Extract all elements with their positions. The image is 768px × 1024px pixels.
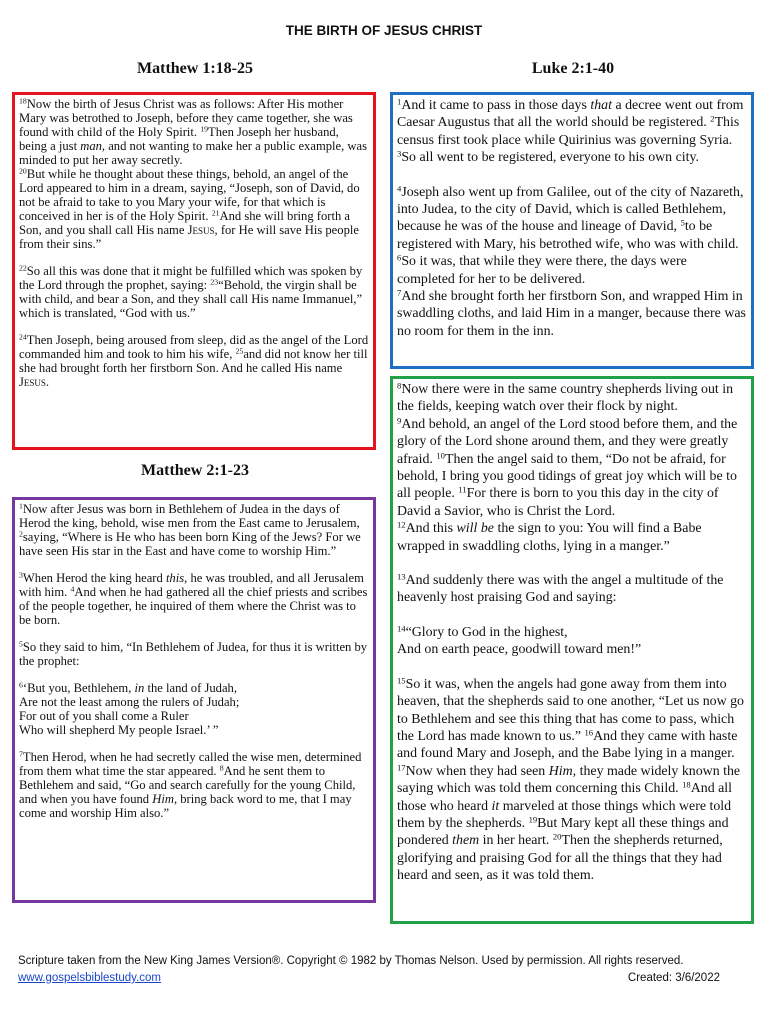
small-caps-name: Jesus bbox=[19, 375, 46, 389]
verse-text: ‘But you, Bethlehem, bbox=[22, 681, 135, 695]
passage-paragraph bbox=[19, 750, 369, 820]
verse-text: in her heart. bbox=[479, 833, 553, 849]
verse-text: And he sent them to Bethlehem and said, “Go and search carefully for the young Child, and when you have found bbox=[19, 764, 356, 806]
verse-text: the sign to you: You will find a Babe wrapped in swaddling cloths, lying in a manger.” bbox=[397, 521, 702, 554]
verse-number: 6 bbox=[19, 680, 23, 690]
verse-text: Now after Jesus was born in Bethlehem of Judea in the days of Herod the king, behold, wise men from the East came to Jerusalem, bbox=[19, 502, 360, 530]
verse-text: And she brought forth her firstborn Son, and wrapped Him in swaddling cloths, and laid Him in a manger, because there was no room for them in the inn. bbox=[397, 289, 746, 339]
passage-paragraph bbox=[397, 97, 747, 167]
verse-number: 20 bbox=[19, 166, 27, 176]
verse-text: And on earth peace, goodwill toward men!” bbox=[397, 642, 642, 658]
footer-line-2 bbox=[18, 972, 750, 984]
verse-text: and did not know her till she had brought forth her firstborn Son. And he called His name bbox=[19, 347, 368, 375]
heading-matthew-1: Matthew 1:18-25 bbox=[137, 60, 253, 77]
verse-number: 18 bbox=[682, 779, 691, 790]
verse-text: Then Herod, when he had secretly called the wise men, determined from them what time the star appeared. bbox=[19, 750, 362, 778]
passage-paragraph bbox=[397, 184, 747, 341]
passage-paragraph bbox=[19, 640, 369, 668]
page-title: THE BIRTH OF JESUS CHRIST bbox=[285, 23, 483, 38]
verse-number: 11 bbox=[458, 484, 467, 495]
passage-paragraph bbox=[19, 97, 369, 251]
verse-text: “Glory to God in the highest, bbox=[405, 624, 568, 640]
verse-number: 8 bbox=[397, 380, 402, 391]
verse-number: 8 bbox=[219, 763, 224, 773]
verse-number: 4 bbox=[397, 182, 402, 193]
website-link[interactable]: www.gospelsbiblestudy.com bbox=[18, 972, 161, 984]
verse-number: 7 bbox=[19, 749, 23, 759]
verse-number: 16 bbox=[584, 727, 594, 738]
verse-text: This census first took place while Quirinius was governing Syria. bbox=[397, 115, 740, 148]
verse-text: Now there were in the same country shepherds living out in the fields, keeping watch over their flock by night. bbox=[397, 382, 734, 415]
italic-word: will be bbox=[456, 521, 494, 537]
heading-luke-2: Luke 2:1-40 bbox=[531, 60, 615, 77]
verse-text: . bbox=[45, 375, 50, 389]
verse-number: 2 bbox=[19, 529, 23, 539]
verse-text: Then the angel said to them, “Do not be afraid, for behold, I bring you good tidings of great joy which will be to all people. bbox=[397, 451, 737, 502]
verse-number: 3 bbox=[397, 148, 402, 159]
verse-text: So all this was done that it might be fulfilled which was spoken by the Lord through the prophet, saying: bbox=[19, 264, 363, 292]
verse-text: And it came to pass in those days bbox=[401, 98, 591, 113]
verse-text: So all went to be registered, everyone to his own city. bbox=[401, 150, 699, 166]
italic-word: Him, bbox=[152, 792, 178, 806]
passage-paragraph bbox=[397, 572, 747, 607]
small-caps-name: Jesus bbox=[187, 223, 215, 237]
verse-text: And all those who heard bbox=[397, 781, 732, 814]
verse-text: For there is born to you this day in the city of David a Savior, who is Christ the Lord. bbox=[397, 486, 719, 519]
matthew-1-passage-box bbox=[12, 92, 376, 450]
verse-number: 5 bbox=[19, 639, 23, 649]
verse-text: saying, “Where is He who has been born King of the Jews? For we have seen His star in the East and have come to worship Him.” bbox=[19, 530, 361, 558]
verse-text: So it was, that while they were there, the days were completed for her to be delivered. bbox=[397, 254, 687, 287]
verse-number: 15 bbox=[397, 674, 406, 685]
italic-word: Him, bbox=[548, 763, 577, 779]
verse-text: Then Joseph, being aroused from sleep, did as the angel of the Lord commanded him and took to him his wife, bbox=[19, 333, 369, 361]
italic-word: that bbox=[590, 98, 612, 113]
verse-text: And they came with haste and found Mary and Joseph, and the Babe lying in a manger. bbox=[397, 728, 738, 762]
verse-text: Then the shepherds returned, glorifying and praising God for all the things that they had heard and seen, as it was told them. bbox=[397, 833, 723, 884]
verse-text: the land of Judah, bbox=[144, 681, 237, 695]
passage-paragraph bbox=[19, 264, 369, 320]
verse-number: 23 bbox=[210, 277, 219, 287]
verse-text: And behold, an angel of the Lord stood before them, and the glory of the Lord shone around them, and they were greatly afraid. bbox=[397, 416, 738, 467]
verse-number: 24 bbox=[19, 332, 27, 342]
verse-text: Then Joseph her husband, being a just bbox=[19, 125, 339, 153]
verse-number: 9 bbox=[397, 415, 402, 426]
passage-paragraph bbox=[397, 381, 747, 555]
verse-text: When Herod the king heard bbox=[22, 571, 166, 585]
verse-text: So they said to him, “In Bethlehem of Judea, for thus it is written by the prophet: bbox=[19, 640, 368, 668]
luke-2-passage-box-part1 bbox=[390, 92, 754, 369]
verse-number: 19 bbox=[200, 124, 208, 134]
verse-text: And suddenly there was with the angel a multitude of the heavenly host praising God and saying: bbox=[397, 573, 724, 606]
verse-text: and not wanting to make her a public example, was minded to put her away secretly. bbox=[19, 139, 368, 167]
verse-number: 18 bbox=[19, 96, 27, 106]
verse-number: 20 bbox=[552, 831, 562, 842]
verse-number: 13 bbox=[397, 571, 406, 582]
verse-number: 2 bbox=[710, 113, 715, 124]
verse-number: 5 bbox=[680, 217, 685, 228]
verse-text: , for He will save His people from their sins.” bbox=[19, 223, 359, 251]
verse-text: Now when they had seen bbox=[405, 763, 549, 779]
verse-number: 3 bbox=[19, 570, 23, 580]
verse-text: And she will bring forth a Son, and you shall call His name bbox=[19, 209, 350, 237]
verse-number: 4 bbox=[70, 584, 75, 594]
verse-text: “Behold, the virgin shall be with child, and bear a Son, and they shall call His name Immanuel,” which is translated, “God with us.” bbox=[19, 278, 363, 320]
verse-number: 6 bbox=[397, 252, 402, 263]
verse-text: And this bbox=[405, 521, 457, 537]
passage-paragraph bbox=[19, 333, 369, 389]
verse-text: to be registered with Mary, his betrothed wife, who was with child. bbox=[397, 219, 739, 252]
passage-paragraph bbox=[19, 681, 369, 737]
verse-text: marveled at those things which were told them by the shepherds. bbox=[397, 798, 732, 831]
luke-2-passage-box-part2 bbox=[390, 376, 754, 924]
verse-text: they made widely known the saying which was told them concerning this Child. bbox=[397, 763, 741, 797]
verse-text: And when he had gathered all the chief priests and scribes of the people together, he inquired of them where the Christ was to be born. bbox=[19, 585, 368, 627]
verse-number: 19 bbox=[528, 814, 538, 825]
verse-text: But while he thought about these things, behold, an angel of the Lord appeared to him in a dream, saying, “Joseph, son of David, do not be afraid to take to you Mary your wife, for that which is conceived in her is of the Holy Spirit. bbox=[19, 167, 360, 223]
verse-number: 10 bbox=[436, 449, 445, 460]
verse-text: a decree went out from Caesar Augustus that all the world should be registered. bbox=[397, 98, 744, 131]
matthew-2-passage-box bbox=[12, 497, 376, 903]
passage-paragraph bbox=[397, 676, 747, 885]
verse-text: Joseph also went up from Galilee, out of the city of Nazareth, into Judea, to the city of David, which is called Bethlehem, because he was of the house and lineage of David, bbox=[397, 184, 744, 235]
verse-text: Now the birth of Jesus Christ was as follows: After His mother Mary was betrothed to Joseph, before they came together, she was found with child of the Holy Spirit. bbox=[19, 97, 353, 139]
passage-paragraph bbox=[19, 502, 369, 558]
verse-number: 14 bbox=[397, 623, 406, 634]
heading-matthew-2: Matthew 2:1-23 bbox=[141, 462, 249, 479]
verse-number: 21 bbox=[211, 208, 220, 218]
verse-text: Are not the least among the rulers of Judah; bbox=[19, 695, 240, 709]
verse-number: 7 bbox=[397, 287, 402, 298]
verse-text: bring back word to me, that I may come and worship Him also.” bbox=[19, 792, 352, 820]
passage-paragraph bbox=[397, 624, 747, 659]
copyright-notice: Scripture taken from the New King James Version®. Copyright © 1982 by Thomas Nelson. Used by permission. All rights reserved. bbox=[18, 955, 684, 967]
verse-text: For out of you shall come a Ruler bbox=[19, 709, 189, 723]
verse-text: Who will shepherd My people Israel.’ ” bbox=[19, 723, 219, 737]
italic-word: in bbox=[134, 681, 145, 695]
verse-number: 1 bbox=[397, 96, 402, 107]
italic-word: man, bbox=[80, 139, 106, 153]
italic-word: them bbox=[452, 833, 480, 849]
verse-number: 22 bbox=[19, 263, 27, 273]
verse-text: he was troubled, and all Jerusalem with him. bbox=[19, 571, 364, 599]
verse-text: But Mary kept all these things and pondered bbox=[397, 815, 729, 849]
verse-number: 12 bbox=[397, 519, 406, 530]
verse-number: 17 bbox=[397, 761, 406, 772]
italic-word: it bbox=[491, 798, 500, 814]
verse-number: 1 bbox=[19, 501, 23, 511]
verse-text: So it was, when the angels had gone away from them into heaven, that the shepherds said to one another, “Let us now go to Bethlehem and see this thing that has come to pass, which the Lord has made known to us.” bbox=[397, 676, 744, 744]
italic-word: this, bbox=[165, 571, 188, 585]
verse-number: 25 bbox=[235, 346, 244, 356]
passage-paragraph bbox=[19, 571, 369, 627]
created-date: Created: 3/6/2022 bbox=[627, 972, 720, 984]
